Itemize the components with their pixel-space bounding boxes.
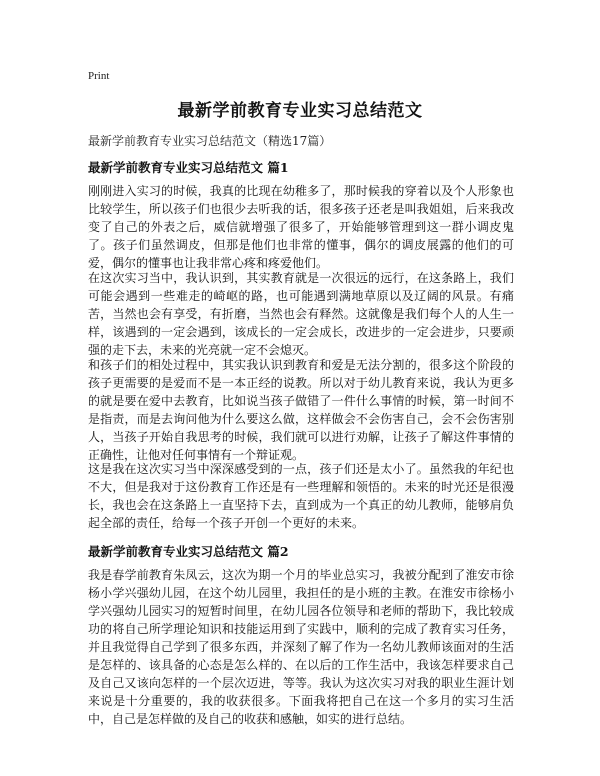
section-1-paragraph-3: 和孩子们的相处过程中，其实我认识到教育和爱是无法分割的，很多这个阶段的孩子更需要的是爱而不是一本正经的说教。所以对于幼儿教育来说，我认为更多的就是要在爱中去教育，比如说当孩子做错了一件什么事情的时候，第一时间不是指责，而是去询问他为什么要这么做，这样做会不会伤害自己，会不会伤害别人，当孩子开始自我思考的时候，我们就可以进行劝解，让孩子了解这件事情的正确性，让他对任何事情有一个辩证观。: [88, 358, 514, 462]
section-1-paragraph-1: 刚刚进入实习的时候，我真的比现在幼稚多了，那时候我的穿着以及个人形象也比较学生，所以孩子们也很少去听我的话，很多孩子还老是叫我姐姐，后来我改变了自己的外表之后，威信就增强了很多了，开始能够管理到这一群小调皮鬼了。孩子们虽然调皮，但那是他们也非常的懂事，偶尔的调皮展露的他们的可爱，偶尔的懂事也让我非常心疼和疼爱他们。: [88, 184, 514, 270]
document-subtitle: 最新学前教育专业实习总结范文（精选17篇）: [88, 134, 332, 148]
section-1-paragraph-2: 在这次实习当中，我认识到，其实教育就是一次很远的远行，在这条路上，我们可能会遇到一些难走的崎岖的路，也可能遇到满地草原以及辽阔的风景。有痛苦，当然也会有享受，有折磨，当然也会有释然。这就像是我们每个人的人生一样，该遇到的一定会遇到，该成长的一定会成长，改进步的一定会进步，只要顽强的走下去，未来的光亮就一定不会熄灭。: [88, 271, 514, 357]
section-heading-1: 最新学前教育专业实习总结范文 篇1: [88, 160, 289, 175]
section-1-paragraph-4: 这是我在这次实习当中深深感受到的一点，孩子们还是太小了。虽然我的年纪也不大，但是我对于这份教育工作还是有一些理解和领悟的。未来的时光还是很漫长，我也会在这条路上一直坚持下去，直到成为一个真正的幼儿教师，能够肩负起全部的责任，给每一个孩子开创一个更好的未来。: [88, 462, 514, 530]
section-heading-2: 最新学前教育专业实习总结范文 篇2: [88, 544, 289, 559]
document-title: 最新学前教育专业实习总结范文: [177, 101, 423, 121]
section-2-paragraph-1: 我是春学前教育朱凤云，这次为期一个月的毕业总实习，我被分配到了淮安市徐杨小学兴强幼儿园，在这个幼儿园里，我担任的是小班的主教。在淮安市徐杨小学兴强幼儿园实习的短暂时间里，在幼儿园各位领导和老师的帮助下，我比较成功的将自己所学理论知识和技能运用到了实践中，顺利的完成了教育实习任务，并且我觉得自己学到了很多东西，并深刻了解了作为一名幼儿教师该面对的生活是怎样的、该具备的心态是怎么样的、在以后的工作生活中，我该怎样要求自己及自己又该向怎样的一个层次迈进，等等。我认为这次实习对我的职业生涯计划来说是十分重要的，我的收获很多。下面我将把自己在这一个多月的实习生活中，自己是怎样做的及自己的收获和感触，如实的进行总结。: [88, 568, 514, 726]
print-label: Print: [88, 70, 110, 82]
